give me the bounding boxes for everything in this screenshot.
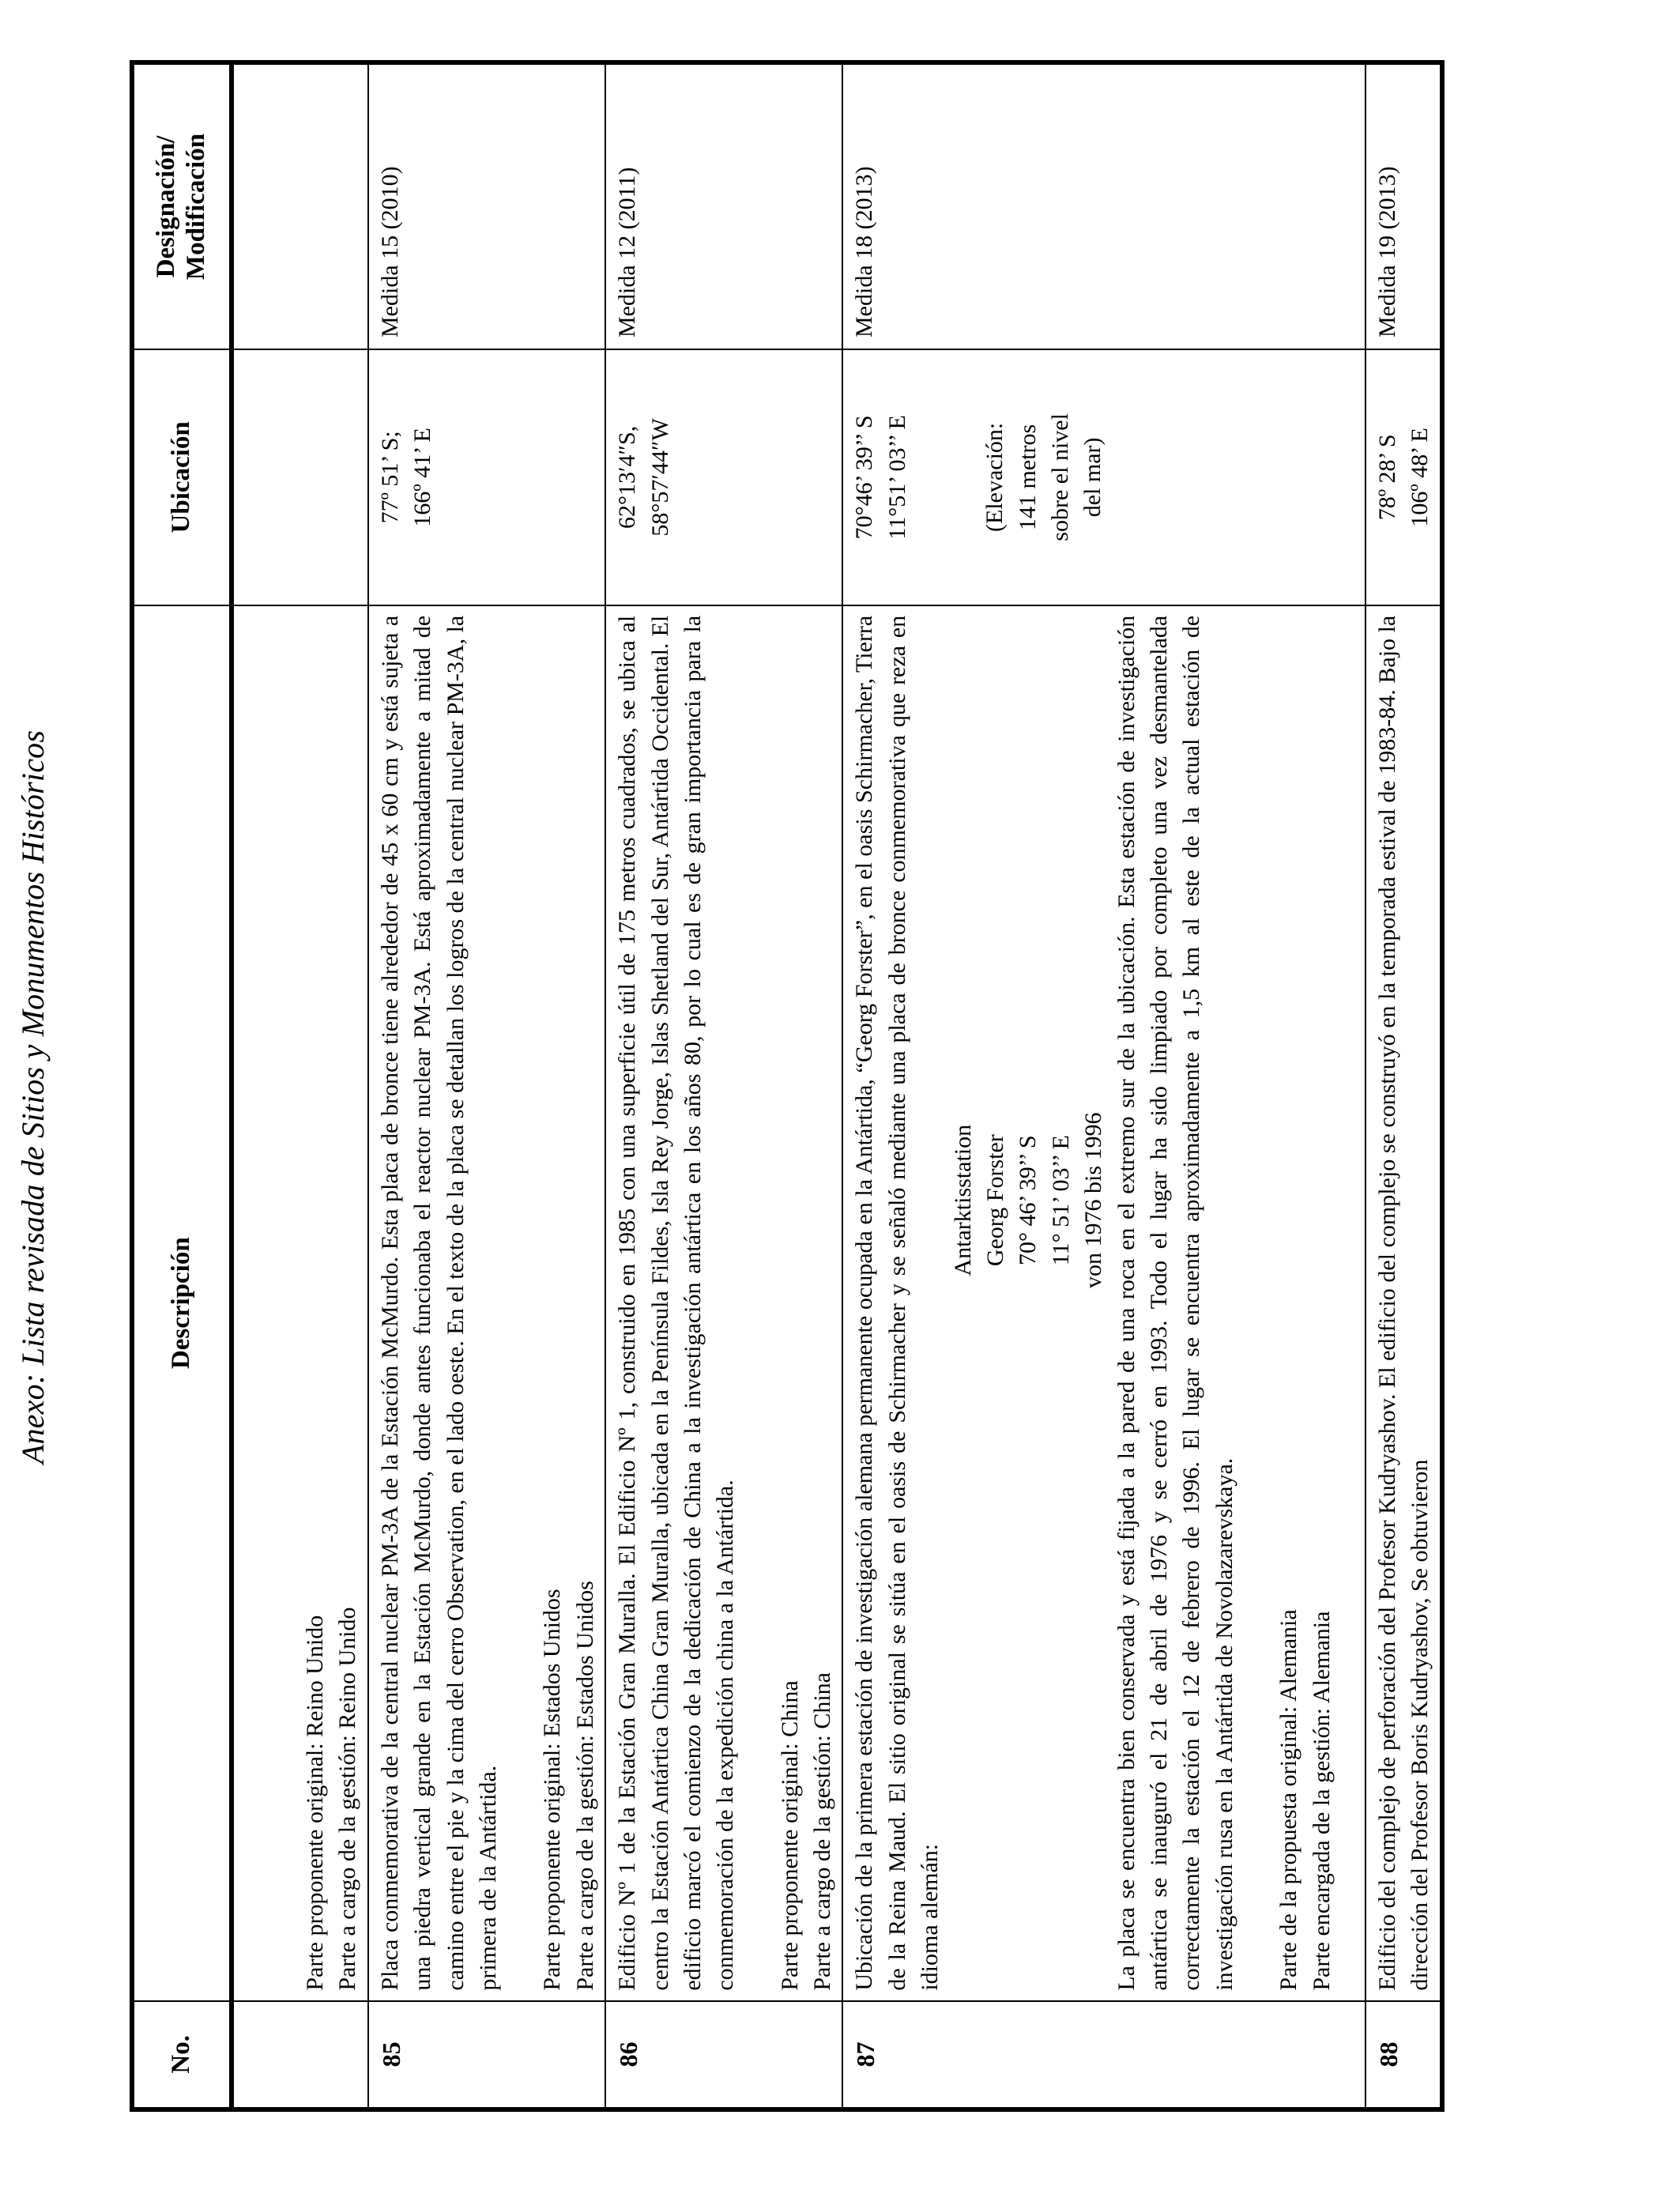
- ubicacion-lat: 70°46’ 39’’ S: [851, 415, 878, 540]
- cell-ubicacion: [232, 349, 368, 605]
- header-descripcion: Descripción: [132, 605, 232, 2001]
- ubicacion-lon: 106º 48’ E: [1407, 428, 1433, 527]
- parte-gestion: Parte encargada de la gestión: Alemania: [1308, 1611, 1335, 1991]
- plaque-line: Georg Forster: [982, 1134, 1009, 1267]
- parte-proponente: Parte proponente original: Reino Unido: [302, 1615, 328, 1991]
- cell-ubicacion: [1365, 349, 1442, 605]
- plaque-line: Antarktisstation: [949, 1124, 976, 1276]
- cell-ubicacion: [842, 349, 1365, 605]
- ubicacion-lon: 11°51’ 03’’ E: [883, 415, 910, 540]
- cell-designacion: Medida 19 (2013): [1365, 62, 1442, 349]
- parte-gestion: Parte a cargo de la gestión: Reino Unido: [334, 1607, 361, 1991]
- header-ubicacion: Ubicación: [132, 349, 232, 605]
- ubicacion-lon: 58°57′44″W: [646, 418, 673, 537]
- site-description: Edificio del complejo de perforación del Profesor Kudryashov. El edificio del complejo se construyó en la temporada estival de 1983-84. Bajo la dirección del Profesor Boris Kudryashov, Se obtuvieron: [1373, 615, 1433, 1991]
- cell-no: 86: [605, 2001, 842, 2109]
- parte-proponente: Parte proponente original: China: [776, 1680, 803, 1991]
- cell-description: [232, 605, 368, 2001]
- cell-designacion: Medida 15 (2010): [368, 62, 605, 349]
- cell-no: 87: [842, 2001, 1365, 2109]
- cell-no: 85: [368, 2001, 605, 2109]
- header-designacion: [132, 62, 232, 349]
- header-designacion-line1: Designación/: [152, 135, 181, 278]
- plaque-inscription: [947, 616, 1110, 1991]
- cell-designacion: Medida 18 (2013): [842, 62, 1365, 349]
- table-row-88: [1365, 62, 1442, 2109]
- cell-designacion: Medida 12 (2011): [605, 62, 842, 349]
- plaque-line: von 1976 bis 1996: [1080, 1112, 1107, 1288]
- cell-ubicacion: [368, 349, 605, 605]
- cell-description: [1365, 605, 1442, 2001]
- cell-description: [368, 605, 605, 2001]
- table-row-85: [368, 62, 605, 2109]
- parte-gestion: Parte a cargo de la gestión: Estados Unidos: [571, 1581, 598, 1991]
- table-row-86: [605, 62, 842, 2109]
- historic-sites-table: [130, 60, 1445, 2112]
- site-description: Ubicación de la primera estación de investigación alemana permanente ocupada en la Antártida, “Georg Forster”, en el oasis Schirmacher, Tierra de la Reina Maud. El sitio original se sitúa en el oasis de Schirmacher y se señaló mediante una placa de bronce conmemorativa que reza en idioma alemán:: [851, 615, 944, 1991]
- cell-ubicacion: [605, 349, 842, 605]
- plaque-line: 70° 46’ 39’’ S: [1015, 1135, 1042, 1265]
- cell-no: [232, 2001, 368, 2109]
- cell-designacion: [232, 62, 368, 349]
- elevacion-line: del mar): [1079, 437, 1106, 518]
- elevacion-line: 141 metros: [1014, 424, 1041, 530]
- ubicacion-lat: 77º 51’ S;: [376, 431, 403, 524]
- site-description: Placa conmemorativa de la central nuclear PM-3A de la Estación McMurdo. Esta placa de bronce tiene alrededor de 45 x 60 cm y está sujeta a una piedra vertical grande en la Estación McMurdo, donde antes funcionaba el reactor nuclear PM-3A. Está aproximadamente a mitad de camino entre el pie y la cima del cerro Observation, en el lado oeste. En el texto de la placa se detallan los logros de la central nuclear PM-3A, la primera de la Antártida.: [376, 615, 501, 1991]
- parte-proponente: Parte de la propuesta original: Alemania: [1275, 1609, 1302, 1991]
- cell-no: 88: [1365, 2001, 1442, 2109]
- ubicacion-lat: 78º 28’ S: [1373, 434, 1400, 521]
- elevacion-note: [978, 360, 1109, 595]
- cell-description: [842, 605, 1365, 2001]
- site-description-continued: La placa se encuentra bien conservada y está fijada a la pared de una roca en el extremo sur de la ubicación. Esta estación de investigación antártica se inauguró el 21 de abril de 1976 y se cerró en 1993. Todo el lugar ha sido limpiado por completo una vez desmantelada correctamente la estación el 12 de febrero de 1996. El lugar se encuentra aproximadamente a 1,5 km al este de la actual estación de investigación rusa en la Antártida de Novolazarevskaya.: [1113, 615, 1237, 1991]
- table-header-row: [132, 62, 232, 2109]
- cell-description: [605, 605, 842, 2001]
- plaque-line: 11° 51’ 03’’ E: [1047, 1135, 1074, 1266]
- site-description: Edificio Nº 1 de la Estación Gran Muralla. El Edificio Nº 1, construido en 1985 con una superficie útil de 175 metros cuadrados, se ubica al centro la Estación Antártica China Gran Muralla, ubicada en la Península Fildes, Isla Rey Jorge, Islas Shetland del Sur, Antártida Occidental. El edificio marcó el comienzo de la dedicación de China a la investigación antártica en los años 80, por lo cual es de gran importancia para la conmemoración de la expedición china a la Antártida.: [614, 615, 739, 1991]
- ubicacion-lat: 62°13′4″S,: [614, 425, 641, 529]
- elevacion-line: (Elevación:: [981, 422, 1008, 533]
- parte-proponente: Parte proponente original: Estados Unidos: [539, 1589, 566, 1991]
- header-designacion-line2: Modificación: [182, 133, 210, 281]
- table-row-87: [842, 62, 1365, 2109]
- page-header-title: Anexo: Lista revisada de Sitios y Monumentos Históricos: [15, 729, 51, 1465]
- parte-gestion: Parte a cargo de la gestión: China: [809, 1672, 836, 1991]
- table-row-carryover: [232, 62, 368, 2109]
- elevacion-line: sobre el nivel: [1047, 413, 1074, 541]
- header-no: No.: [132, 2001, 232, 2109]
- ubicacion-lon: 166º 41’ E: [409, 428, 436, 527]
